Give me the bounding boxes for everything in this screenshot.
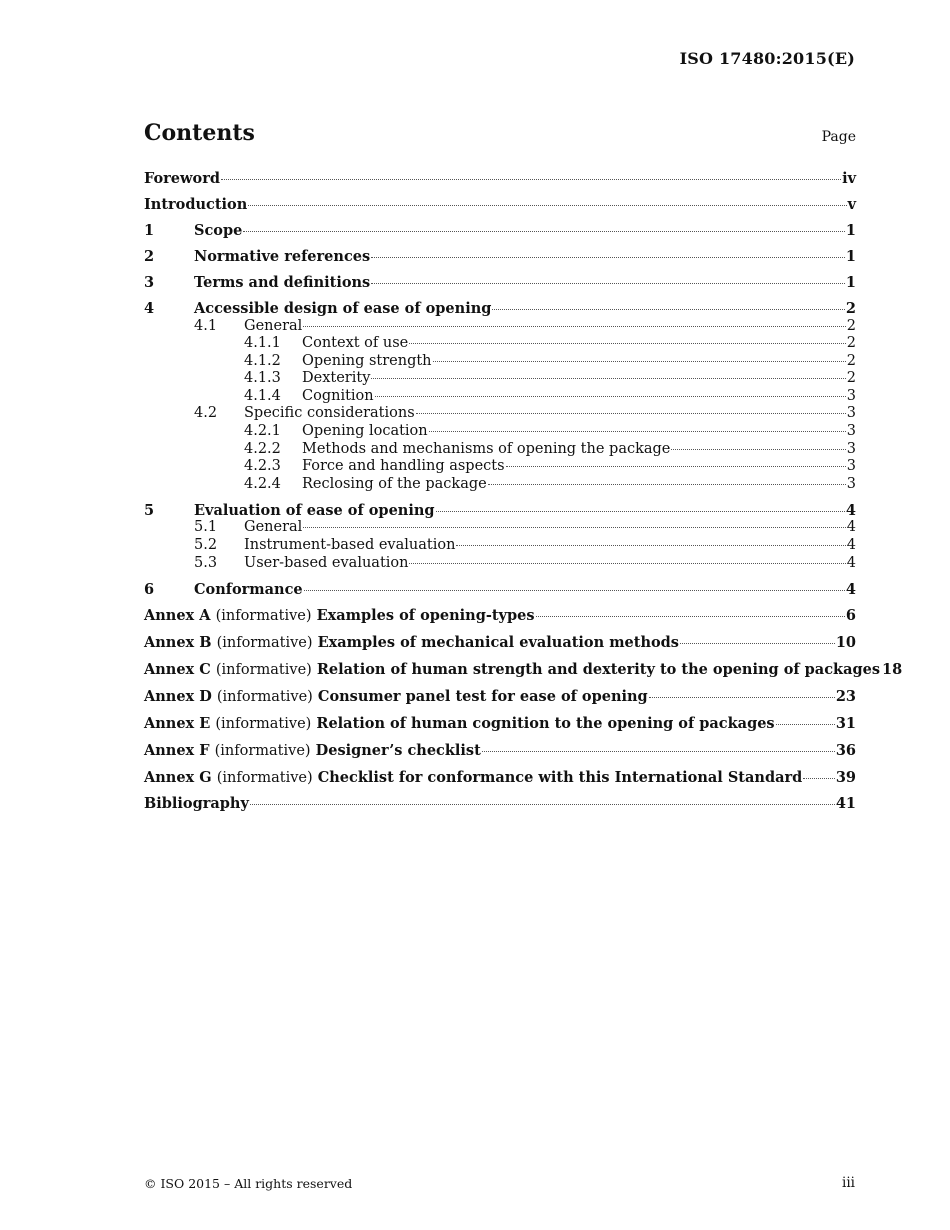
toc-entry[interactable] xyxy=(144,581,856,599)
toc-entry-number: 2 xyxy=(144,247,155,265)
toc-entry-page: 4 xyxy=(846,537,856,554)
toc-entry-title xyxy=(144,607,535,626)
toc-entry[interactable] xyxy=(144,795,856,813)
toc-entry-page: 4 xyxy=(846,519,856,536)
dot-leader xyxy=(506,465,846,467)
toc-entry[interactable] xyxy=(144,607,856,626)
toc-entry-page: 31 xyxy=(835,714,856,732)
dot-leader xyxy=(371,377,845,379)
toc-entry-title: General xyxy=(244,317,303,334)
toc-entry-page: 6 xyxy=(845,606,856,624)
toc-entry-title: Context of use xyxy=(302,335,409,352)
annex-informative-tag: (informative) xyxy=(216,769,313,786)
toc-entry-page: 3 xyxy=(846,440,856,457)
toc-entry-title xyxy=(144,715,775,734)
toc-entry-page: 2 xyxy=(846,352,856,369)
toc-entry[interactable] xyxy=(144,423,856,441)
annex-label: Annex B xyxy=(144,633,212,651)
dot-leader xyxy=(375,395,846,397)
toc-entry-number: 4.1.3 xyxy=(244,370,281,387)
toc-entry-page: 1 xyxy=(845,221,856,239)
toc-entry-number: 5 xyxy=(144,501,155,519)
toc-entry-number: 4.2.4 xyxy=(244,475,281,492)
dot-leader xyxy=(248,204,846,206)
toc-entry-page: 39 xyxy=(835,768,856,786)
annex-informative-tag: (informative) xyxy=(215,661,312,678)
annex-title: Relation of human cognition to the opening of packages xyxy=(316,714,775,732)
toc-entry-number: 5.1 xyxy=(194,519,218,536)
toc-entry[interactable] xyxy=(144,476,856,494)
annex-label: Annex A xyxy=(144,606,211,624)
toc-entry[interactable] xyxy=(144,660,903,680)
dot-leader xyxy=(409,562,845,564)
dot-leader xyxy=(371,282,845,284)
toc-entry[interactable] xyxy=(144,353,856,371)
toc-entry-title: Introduction xyxy=(144,195,248,213)
toc-entry-title: Accessible design of ease of opening xyxy=(194,299,492,317)
contents-title: Contents xyxy=(144,120,255,146)
dot-leader xyxy=(536,615,845,617)
toc-entry-page: 1 xyxy=(845,247,856,265)
toc-entry-page: 1 xyxy=(845,273,856,291)
toc-entry-number: 4.1.1 xyxy=(244,335,281,352)
toc-entry-title xyxy=(144,634,679,653)
dot-leader xyxy=(482,750,835,752)
toc-entry-page: 36 xyxy=(835,741,856,759)
toc-entry-title: Normative references xyxy=(194,247,371,265)
annex-informative-tag: (informative) xyxy=(215,715,312,732)
toc-entry-title: Opening strength xyxy=(302,352,432,369)
toc-entry-page: 4 xyxy=(845,580,856,598)
dot-leader xyxy=(429,430,846,432)
toc-entry[interactable] xyxy=(144,370,856,388)
toc-entry[interactable] xyxy=(144,537,856,555)
toc-entry-title: Conformance xyxy=(194,580,303,598)
toc-entry[interactable] xyxy=(144,405,856,423)
toc-entry-title: General xyxy=(244,519,303,536)
dot-leader xyxy=(303,325,845,327)
dot-leader xyxy=(303,526,845,528)
dot-leader xyxy=(243,230,845,232)
toc-entry-number: 1 xyxy=(144,221,155,239)
toc-entry-page: 3 xyxy=(846,458,856,475)
toc-entry-page: 2 xyxy=(846,317,856,334)
toc-entry-page: 3 xyxy=(846,475,856,492)
toc-entry-page: 3 xyxy=(846,387,856,404)
document-id: ISO 17480:2015(E) xyxy=(679,49,855,68)
annex-informative-tag: (informative) xyxy=(215,607,312,624)
annex-title: Examples of mechanical evaluation methods xyxy=(317,633,679,651)
toc-entry-page: 18 xyxy=(882,660,903,678)
dot-leader xyxy=(416,412,846,414)
toc-entry-number: 6 xyxy=(144,580,155,598)
toc-entry-title: Terms and definitions xyxy=(194,273,371,291)
toc-entry-page: 41 xyxy=(835,795,856,813)
toc-entry[interactable] xyxy=(144,248,856,266)
toc-entry-page: 4 xyxy=(845,501,856,519)
toc-entry[interactable] xyxy=(144,274,856,292)
dot-leader xyxy=(649,696,835,698)
annex-label: Annex C xyxy=(144,660,211,678)
toc-entry[interactable] xyxy=(144,318,856,336)
toc-entry[interactable] xyxy=(144,441,856,459)
toc-entry[interactable] xyxy=(144,555,856,573)
toc-entry-title: Opening location xyxy=(302,423,428,440)
dot-leader xyxy=(221,178,841,180)
toc-entry-number: 3 xyxy=(144,273,155,291)
dot-leader xyxy=(776,723,835,725)
toc-entry-number: 4.2 xyxy=(194,405,218,422)
annex-label: Annex F xyxy=(144,741,210,759)
toc-entry[interactable] xyxy=(144,715,856,734)
dot-leader xyxy=(803,777,835,779)
toc-entry[interactable] xyxy=(144,222,856,240)
toc-entry[interactable] xyxy=(144,519,856,537)
annex-title: Checklist for conformance with this International Standard xyxy=(317,768,803,786)
toc-entry-title xyxy=(144,688,648,707)
dot-leader xyxy=(409,342,846,344)
toc-entry[interactable] xyxy=(144,335,856,353)
toc-entry[interactable] xyxy=(144,196,856,214)
toc-entry-title: User-based evaluation xyxy=(244,554,409,571)
toc-entry-page: 3 xyxy=(846,405,856,422)
toc-entry[interactable] xyxy=(144,769,856,788)
toc-entry-number: 4 xyxy=(144,299,155,317)
contents-heading-row xyxy=(144,120,856,150)
toc-entry-page: 2 xyxy=(846,335,856,352)
dot-leader xyxy=(492,308,845,310)
toc-entry-title: Methods and mechanisms of opening the package xyxy=(302,440,671,457)
toc-entry-title xyxy=(144,769,802,788)
page-number: iii xyxy=(842,1175,855,1191)
toc-entry-number: 4.1.2 xyxy=(244,352,281,369)
toc-entry-page: v xyxy=(847,195,856,213)
dot-leader xyxy=(433,360,846,362)
toc-entry-number: 4.1 xyxy=(194,317,218,334)
toc-entry-page: iv xyxy=(842,170,856,187)
dot-leader xyxy=(371,256,845,258)
toc-entry[interactable] xyxy=(144,458,856,476)
annex-title: Consumer panel test for ease of opening xyxy=(317,687,648,705)
toc-entry[interactable] xyxy=(144,634,856,653)
dot-leader xyxy=(680,642,835,644)
dot-leader xyxy=(436,510,845,512)
annex-label: Annex G xyxy=(144,768,212,786)
annex-label: Annex E xyxy=(144,714,211,732)
toc-entry-page: 10 xyxy=(835,633,856,651)
toc-entry-title: Cognition xyxy=(302,387,374,404)
toc-entry[interactable] xyxy=(144,170,856,188)
dot-leader xyxy=(456,544,845,546)
toc-entry-number: 5.2 xyxy=(194,537,218,554)
toc-entry-title: Foreword xyxy=(144,170,220,187)
annex-informative-tag: (informative) xyxy=(216,634,313,651)
toc-entry-title: Specific considerations xyxy=(244,405,415,422)
table-of-contents xyxy=(144,170,903,813)
dot-leader xyxy=(304,589,845,591)
annex-title: Relation of human strength and dexterity to the opening of packages xyxy=(316,660,880,678)
page-column-label: Page xyxy=(821,129,856,145)
toc-entry-title xyxy=(144,661,880,680)
toc-entry-title: Evaluation of ease of opening xyxy=(194,501,435,519)
toc-entry-number: 4.2.2 xyxy=(244,440,281,457)
annex-title: Examples of opening-types xyxy=(316,606,535,624)
toc-entry-number: 4.2.1 xyxy=(244,423,281,440)
toc-entry-title xyxy=(144,742,481,761)
annex-informative-tag: (informative) xyxy=(214,742,311,759)
toc-entry-number: 5.3 xyxy=(194,554,218,571)
annex-informative-tag: (informative) xyxy=(216,688,313,705)
toc-entry-page: 2 xyxy=(846,370,856,387)
toc-entry-number: 4.1.4 xyxy=(244,387,281,404)
toc-entry[interactable] xyxy=(144,300,856,318)
toc-entry-number: 4.2.3 xyxy=(244,458,281,475)
toc-entry-page: 4 xyxy=(846,554,856,571)
dot-leader xyxy=(250,803,835,805)
annex-label: Annex D xyxy=(144,687,212,705)
dot-leader xyxy=(671,448,845,450)
toc-entry-page: 23 xyxy=(835,687,856,705)
dot-leader xyxy=(488,483,846,485)
toc-entry-title: Force and handling aspects xyxy=(302,458,505,475)
toc-entry-title: Bibliography xyxy=(144,795,249,813)
toc-entry-title: Instrument-based evaluation xyxy=(244,537,456,554)
copyright-notice: © ISO 2015 – All rights reserved xyxy=(144,1176,353,1191)
toc-entry-page: 3 xyxy=(846,423,856,440)
toc-entry[interactable] xyxy=(144,742,856,761)
toc-entry-title: Dexterity xyxy=(302,370,371,387)
toc-entry[interactable] xyxy=(144,502,856,520)
toc-entry-title: Scope xyxy=(194,221,243,239)
annex-title: Designer’s checklist xyxy=(315,741,481,759)
toc-entry-title: Reclosing of the package xyxy=(302,475,487,492)
toc-entry[interactable] xyxy=(144,388,856,406)
toc-entry-page: 2 xyxy=(845,299,856,317)
toc-entry[interactable] xyxy=(144,688,856,707)
